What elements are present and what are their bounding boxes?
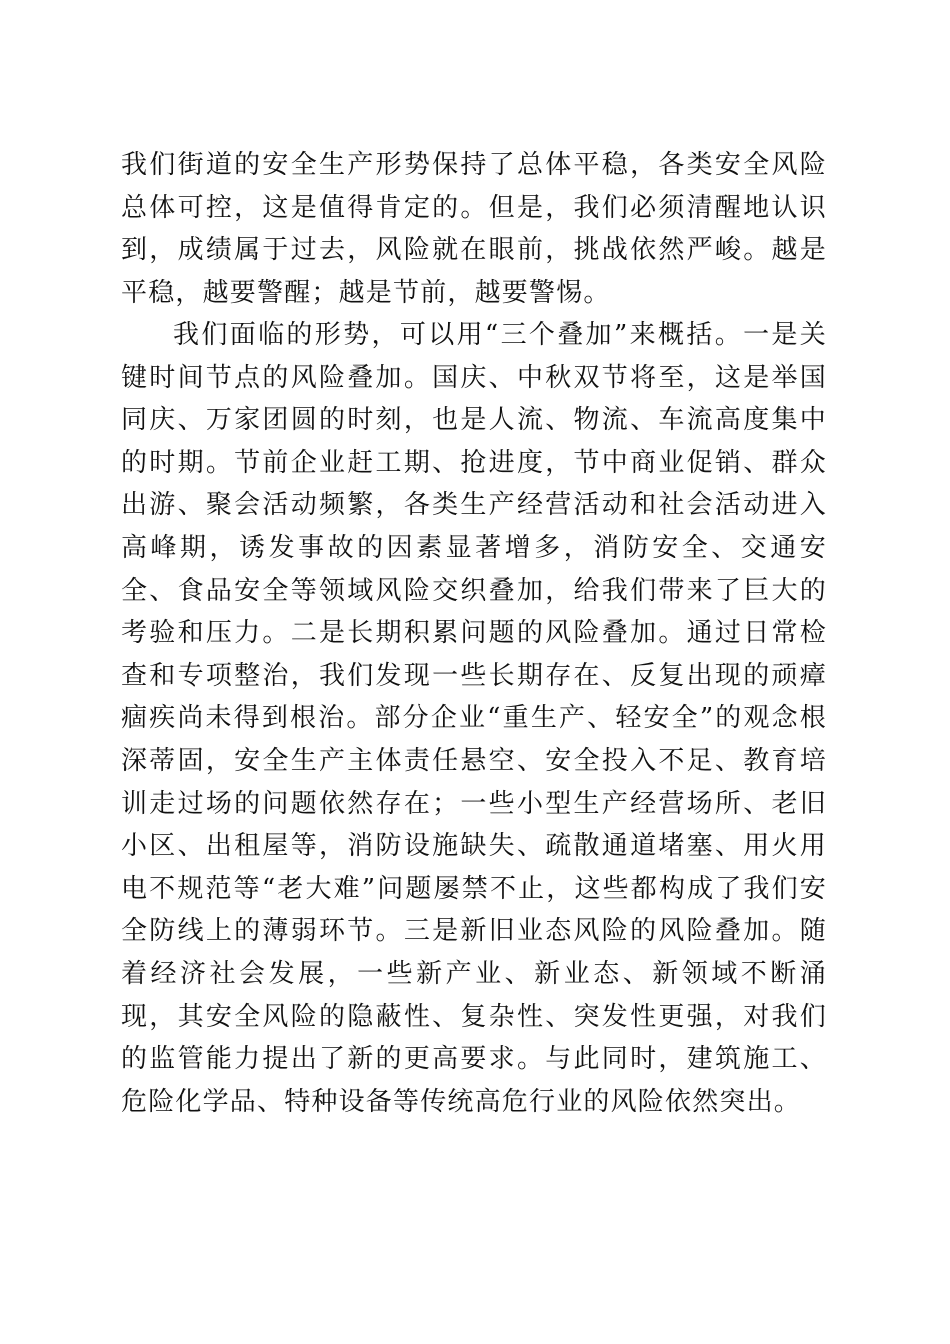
paragraph-three-overlaps: 我们面临的形势，可以用“三个叠加”来概括。一是关键时间节点的风险叠加。国庆、中秋双节将至，这是举国同庆、万家团圆的时刻，也是人流、物流、车流高度集中的时期。节前企业赶工期、抢进度，节中商业促销、群众出游、聚会活动频繁，各类生产经营活动和社会活动进入高峰期，诱发事故的因素显著增多，消防安全、交通安全、食品安全等领域风险交织叠加，给我们带来了巨大的考验和压力。二是长期积累问题的风险叠加。通过日常检查和专项整治，我们发现一些长期存在、反复出现的顽瘴痼疾尚未得到根治。部分企业“重生产、轻安全”的观念根深蒂固，安全生产主体责任悬空、安全投入不足、教育培训走过场的问题依然存在；一些小型生产经营场所、老旧小区、出租屋等，消防设施缺失、疏散通道堵塞、用火用电不规范等“老大难”问题屡禁不止，这些都构成了我们安全防线上的薄弱环节。三是新旧业态风险的风险叠加。随着经济社会发展，一些新产业、新业态、新领域不断涌现，其安全风险的隐蔽性、复杂性、突发性更强，对我们的监管能力提出了新的更高要求。与此同时，建筑施工、危险化学品、特种设备等传统高危行业的风险依然突出。 [121, 320, 827, 1117]
paragraph-overview: 我们街道的安全生产形势保持了总体平稳，各类安全风险总体可控，这是值得肯定的。但是，我们必须清醒地认识到，成绩属于过去，风险就在眼前，挑战依然严峻。越是平稳，越要警醒；越是节前，越要警惕。 [121, 150, 827, 308]
